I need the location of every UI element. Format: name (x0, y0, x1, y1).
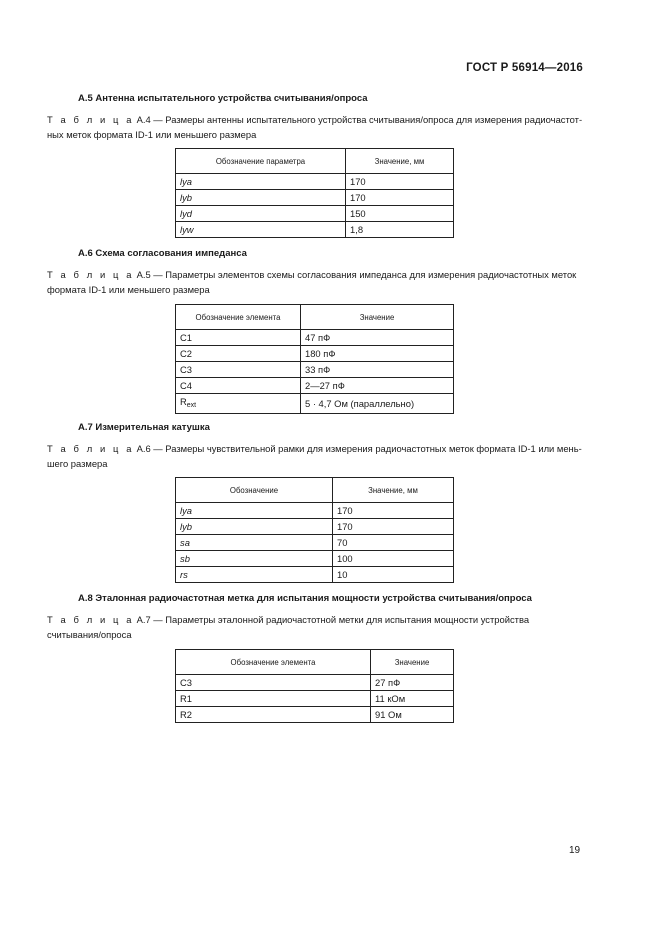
cell-value: 2—27 пФ (301, 378, 454, 394)
table-header-row (176, 149, 454, 174)
cell-element: C2 (176, 346, 301, 362)
cell-value: 27 пФ (371, 675, 454, 691)
table-caption-a4 (47, 112, 585, 142)
rext-symbol: R (180, 396, 187, 407)
caption-text: А.6 — Размеры чувствительной рамки для измерения радиочастотных меток формата ID-1 или мень-шего размера (47, 443, 582, 469)
section-heading-a7: А.7 Измерительная катушка (78, 422, 210, 433)
cell-parameter: lyb (176, 190, 346, 206)
cell-parameter: sb (176, 551, 333, 567)
cell-value: 170 (333, 503, 454, 519)
cell-value: 150 (346, 206, 454, 222)
table-row (176, 551, 454, 567)
cell-value: 170 (333, 519, 454, 535)
table-caption-a6 (47, 441, 585, 471)
column-header: Обозначение элемента (176, 650, 371, 675)
document-code: ГОСТ Р 56914—2016 (466, 62, 583, 74)
cell-element: R2 (176, 707, 371, 723)
caption-text: А.7 — Параметры эталонной радиочастотной метки для испытания мощности устройства считывания/опроса (47, 614, 530, 640)
cell-element: C4 (176, 378, 301, 394)
section-heading-a8: А.8 Эталонная радиочастотная метка для испытания мощности устройства считывания/опроса (78, 593, 532, 604)
cell-element: C3 (176, 675, 371, 691)
column-header: Значение, мм (333, 478, 454, 503)
table-a7 (175, 649, 454, 723)
table-a4 (175, 148, 454, 238)
column-header: Обозначение параметра (176, 149, 346, 174)
table-header-row (176, 650, 454, 675)
caption-prefix: Т а б л и ц а (47, 443, 135, 454)
table-row (176, 206, 454, 222)
cell-value: 170 (346, 190, 454, 206)
cell-element: C1 (176, 330, 301, 346)
cell-value: 100 (333, 551, 454, 567)
column-header: Значение (371, 650, 454, 675)
cell-value: 170 (346, 174, 454, 190)
cell-value: 70 (333, 535, 454, 551)
rext-subscript: ext (186, 402, 197, 409)
cell-value: 180 пФ (301, 346, 454, 362)
cell-value: 1,8 (346, 222, 454, 238)
table-caption-a5 (47, 267, 585, 297)
table-row (176, 394, 454, 414)
cell-parameter: lya (176, 174, 346, 190)
cell-value: 5 · 4,7 Ом (параллельно) (301, 394, 454, 414)
table-row (176, 519, 454, 535)
table-header-row (176, 478, 454, 503)
cell-value: 47 пФ (301, 330, 454, 346)
table-row (176, 330, 454, 346)
table-row (176, 691, 454, 707)
cell-parameter: lyb (176, 519, 333, 535)
table-row (176, 675, 454, 691)
cell-value: 33 пФ (301, 362, 454, 378)
cell-element (176, 394, 301, 414)
caption-text: А.5 — Параметры элементов схемы согласования импеданса для измерения радиочастотных меток формата ID-1 или меньшего размера (47, 269, 577, 295)
cell-value: 91 Ом (371, 707, 454, 723)
caption-prefix: Т а б л и ц а (47, 114, 135, 125)
caption-prefix: Т а б л и ц а (47, 614, 135, 625)
caption-text: А.4 — Размеры антенны испытательного устройства считывания/опроса для измерения радиочастот-ных меток формата ID-1 или меньшего размера (47, 114, 583, 140)
table-a6 (175, 477, 454, 583)
column-header: Значение (301, 305, 454, 330)
cell-value: 10 (333, 567, 454, 583)
cell-parameter: lyd (176, 206, 346, 222)
column-header: Обозначение элемента (176, 305, 301, 330)
cell-element: C3 (176, 362, 301, 378)
cell-parameter: lyw (176, 222, 346, 238)
table-row (176, 362, 454, 378)
table-row (176, 707, 454, 723)
table-row (176, 567, 454, 583)
table-row (176, 222, 454, 238)
section-heading-a6: А.6 Схема согласования импеданса (78, 248, 247, 259)
section-heading-a5: А.5 Антенна испытательного устройства считывания/опроса (78, 93, 368, 104)
cell-parameter: rs (176, 567, 333, 583)
cell-element: R1 (176, 691, 371, 707)
cell-value: 11 кОм (371, 691, 454, 707)
column-header: Значение, мм (346, 149, 454, 174)
caption-prefix: Т а б л и ц а (47, 269, 135, 280)
table-row (176, 190, 454, 206)
cell-parameter: lya (176, 503, 333, 519)
table-a5 (175, 304, 454, 414)
table-row (176, 503, 454, 519)
table-row (176, 346, 454, 362)
table-header-row (176, 305, 454, 330)
table-caption-a7 (47, 612, 585, 642)
page-number: 19 (569, 845, 581, 856)
column-header: Обозначение (176, 478, 333, 503)
cell-parameter: sa (176, 535, 333, 551)
table-row (176, 174, 454, 190)
table-row (176, 378, 454, 394)
table-row (176, 535, 454, 551)
